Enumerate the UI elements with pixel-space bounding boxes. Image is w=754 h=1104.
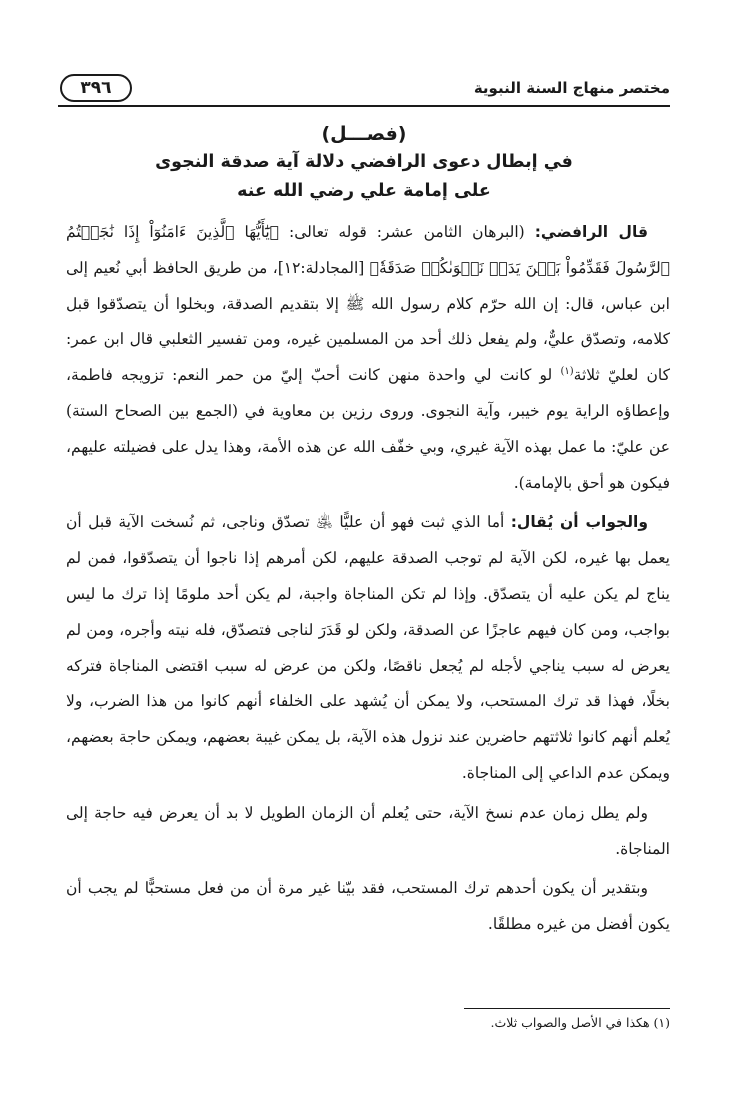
section-title-line-2: على إمامة علي رضي الله عنه <box>237 181 491 201</box>
header-divider <box>58 105 670 107</box>
running-title: مختصر منهاج السنة النبوية <box>473 79 670 97</box>
paragraph-text: (البرهان الثامن عشر: قوله تعالى: ﴿يَٰٓأَيُّهَا ٱلَّذِينَ ءَامَنُوٓاْ إِذَا نَٰجَيۡتُمُ ٱلرَّسُولَ فَقَدِّمُواْ بَيۡنَ يَدَيۡ نَجۡوَىٰكُمۡ صَدَقَةٗ﴾ [المجادلة:١٢]، من طريق الحافظ أبي نُعيم إلى ابن عباس، قال: إن الله حرّم كلام رسول الله ﷺ إلا بتقديم الصدقة، وبخلوا أن يتصدّقوا قبل كلامه، وتصدّق عليٌّ، ولم يفعل ذلك أحد من المسلمين غيره، ومن تفسير الثعلبي قال ابن عمر: كان لعليّ ثلاثة <box>66 223 670 385</box>
paragraph-text: أما الذي ثبت فهو أن عليًّا ﵁ تصدّق وناجى، ثم نُسخت الآية قبل أن يعمل بها غيره، لكن الآية لم توجب الصدقة عليهم، لكن أمرهم إذا ناجوا أن يتصدّقوا، فمن لم يناج لم يكن عليه أن يتصدّق. وإذا لم تكن المناجاة واجبة، لم يكن أحد ملومًا إذا ترك ما ليس بواجب، ومن كان فيهم عاجزًا عن الصدقة، ولكن لو قَدَرَ لناجى فتصدّق، فله نيته وأجره، ومن لم يعرض له سبب يناجي لأجله لم يُجعل ناقصًا، ولكن من عرض له سبب اقتضى المناجاة فتركه بخلًا، فهذا قد ترك المستحب، ولا يمكن أن يُشهد على الخلفاء أنهم كانوا من هذا الضرب، ولا يُعلم أنهم كانوا ثلاثتهم حاضرين عند نزول هذه الآية، بل يمكن غيبة بعضهم، ويمكن حاجة بعضهم، ويمكن عدم الداعي إلى المناجاة. <box>66 513 670 782</box>
footnote-marker: (١) <box>560 366 574 378</box>
page-number: ٣٩٦ <box>60 74 132 102</box>
paragraph-claim <box>66 215 670 501</box>
section-headings <box>58 120 670 206</box>
paragraph-lead: والجواب أن يُقال: <box>510 513 648 532</box>
section-label: (فصـــل) <box>321 123 407 145</box>
paragraph <box>66 796 670 868</box>
paragraph <box>66 871 670 943</box>
footnote: (١) هكذا في الأصل والصواب ثلاث. <box>490 1015 670 1030</box>
paragraph-text: وبتقدير أن يكون أحدهم ترك المستحب، فقد بيّنا غير مرة أن من فعل مستحبًّا لم يجب أن يكون أفضل من غيره مطلقًا. <box>66 879 670 934</box>
paragraph-answer <box>66 505 670 791</box>
paragraph-text: ولم يطل زمان عدم نسخ الآية، حتى يُعلم أن الزمان الطويل لا بد أن يعرض فيه حاجة إلى المناجاة. <box>66 803 670 858</box>
section-title-line-1: في إبطال دعوى الرافضي دلالة آية صدقة النجوى <box>155 152 573 172</box>
footnote-divider <box>464 1008 670 1009</box>
body-text <box>66 215 670 943</box>
paragraph-lead: قال الرافضي: <box>534 223 648 241</box>
paragraph-text: لو كانت لي واحدة منهن كانت أحبّ إليّ من حمر النعم: تزويجه فاطمة، وإعطاؤه الراية يوم خيبر، وآية النجوى. وروى رزين بن معاوية في (الجمع بين الصحاح الستة) عن عليّ: ما عمل بهذه الآية غيري، وبي خفّف الله عن هذه الأمة، وهذا يدل على فضيلته عليهم، فيكون هو أحق بالإمامة). <box>66 366 670 492</box>
page-header <box>58 74 670 106</box>
